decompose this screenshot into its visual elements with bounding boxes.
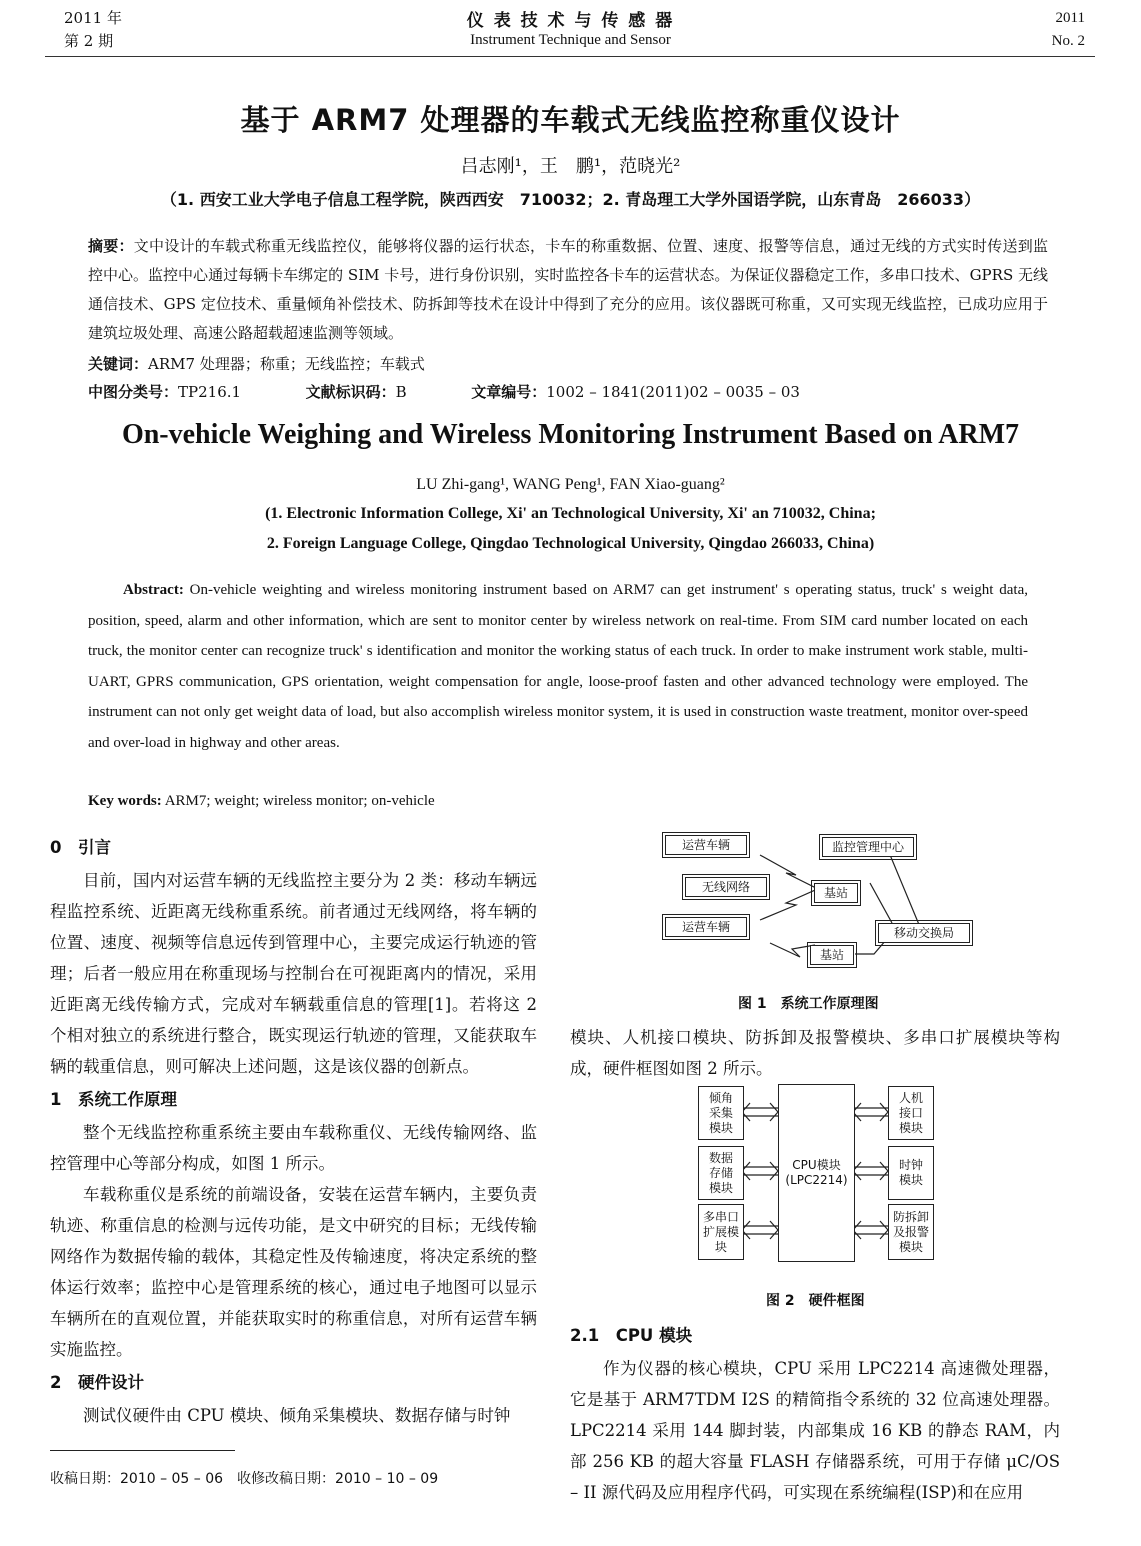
fig1-base-station-2: 基站 bbox=[810, 945, 854, 965]
fig2-cpu-model: (LPC2214) bbox=[785, 1173, 848, 1187]
article-no-label: 文章编号： bbox=[471, 383, 547, 401]
right-column-continuation bbox=[570, 1022, 1060, 1084]
fig1-truck-1: 运营车辆 bbox=[665, 835, 747, 855]
keywords-en-label: Key words: bbox=[88, 793, 162, 809]
title-en: On-vehicle Weighing and Wireless Monitoring Instrument Based on ARM7 bbox=[121, 419, 1020, 450]
section-2-1-paragraph-1: 作为仪器的核心模块，CPU 采用 LPC2214 高速微处理器，它是基于 ARM7TDM I2S 的精简指令系统的 32 位高速处理器。LPC2214 采用 144 脚封装，内部集成 16 KB 的静态 RAM，内部 256 KB 的超大容量 FLASH 存储器系统，可用于存储 μC/OS – II 源代码及应用程序代码，可实现在系统编程(ISP)和在应用 bbox=[570, 1359, 1060, 1502]
fig2-tamper-alarm-module: 防拆卸及报警模块 bbox=[888, 1204, 934, 1260]
fig2-storage-module: 数据存储模块 bbox=[698, 1146, 744, 1200]
fig2-hmi-module: 人机接口模块 bbox=[888, 1086, 934, 1140]
footnote-received-date: 收稿日期：2010 – 05 – 06 收修改稿日期：2010 – 10 – 09 bbox=[50, 1471, 439, 1487]
figure-2 bbox=[698, 1084, 934, 1262]
abstract-cn bbox=[88, 232, 1048, 348]
fig1-wireless-network: 无线网络 bbox=[685, 877, 767, 897]
clc-label: 中图分类号： bbox=[88, 383, 179, 401]
section-2-1 bbox=[570, 1318, 1060, 1508]
authors-cn: 吕志刚¹，王 鹏¹，范晓光² bbox=[460, 156, 681, 177]
keywords-cn-text: ARM7 处理器；称重；无线监控；车载式 bbox=[148, 355, 425, 373]
clc-value: TP216.1 bbox=[178, 383, 242, 401]
section-2-heading: 2 硬件设计 bbox=[50, 1373, 144, 1392]
affiliation-cn: （1. 西安工业大学电子信息工程学院，陕西西安 710032；2. 青岛理工大学外国语学院，山东青岛 266033） bbox=[160, 190, 981, 209]
section-2-1-heading: 2.1 CPU 模块 bbox=[570, 1326, 693, 1345]
fig2-tilt-module: 倾角采集模块 bbox=[698, 1086, 744, 1140]
title-cn: 基于 ARM7 处理器的车载式无线监控称重仪设计 bbox=[240, 103, 901, 137]
abstract-en bbox=[88, 575, 1028, 758]
abstract-cn-text: 文中设计的车载式称重无线监控仪，能够将仪器的运行状态，卡车的称重数据、位置、速度、报警等信息，通过无线的方式实时传送到监控中心。监控中心通过每辆卡车绑定的 SIM 卡号，进行身份识别，实时监控各卡车的运营状态。为保证仪器稳定工作，多串口技术、GPRS 无线通信技术、GPS 定位技术、重量倾角补偿技术、防拆卸等技术在设计中得到了充分的应用。该仪器既可称重，又可实现无线监控，已成功应用于建筑垃圾处理、高速公路超载超速监测等领域。 bbox=[88, 237, 1048, 342]
fig1-mobile-switching-center: 移动交换局 bbox=[878, 923, 970, 943]
doc-code-value: B bbox=[395, 383, 407, 401]
abstract-en-text: On-vehicle weighting and wireless monitoring instrument based on ARM7 can get instrument' s operating status, truck' s weight data, position, speed, alarm and other information, which are sent to monitor center by wireless network on real-time. From SIM card number located on each truck, the monitor center can recognize truck' s identification and monitor the working status of each truck. In order to make instrument work stable, multi-UART, GPRS communication, GPS orientation, weight compensation for angle, loose-proof fasten and other advanced technology were employed. The instrument can not only get weight data of load, but also accomplish wireless monitor system, it is used in construction waste treatment, monitor over-speed and over-load in highway and other areas. bbox=[88, 582, 1029, 751]
header-rule bbox=[45, 56, 1095, 57]
hardware-continuation: 模块、人机接口模块、防拆卸及报警模块、多串口扩展模块等构成，硬件框图如图 2 所示。 bbox=[570, 1028, 1060, 1078]
keywords-cn bbox=[88, 352, 1048, 376]
section-0-paragraph-1: 目前，国内对运营车辆的无线监控主要分为 2 类：移动车辆远程监控系统、近距离无线称重系统。前者通过无线网络，将车辆的位置、速度、视频等信息远传到管理中心，主要完成运行轨迹的管理；后者一般应用在称重现场与控制台在可视距离内的情况，采用近距离无线传输方式，完成对车辆载重信息的管理[1]。若将这 2 个相对独立的系统进行整合，既实现运行轨迹的管理，又能获取车辆的载重信息，则可解决上述问题，这是该仪器的创新点。 bbox=[50, 871, 537, 1076]
figure-1 bbox=[650, 825, 980, 970]
section-1-paragraph-1: 整个无线监控称重系统主要由车载称重仪、无线传输网络、监控管理中心等部分构成，如图 1 所示。 bbox=[50, 1123, 537, 1173]
header-year-cn: 2011 年 bbox=[64, 9, 122, 27]
keywords-en-text: ARM7; weight; wireless monitor; on-vehicle bbox=[164, 793, 435, 809]
keywords-en bbox=[88, 786, 1028, 817]
affiliation-en-2: 2. Foreign Language College, Qingdao Technological University, Qingdao 266033, China) bbox=[266, 535, 875, 552]
left-column bbox=[50, 830, 537, 1431]
section-1-heading: 1 系统工作原理 bbox=[50, 1090, 177, 1109]
fig2-cpu-label: CPU模块 bbox=[792, 1158, 841, 1172]
fig1-base-station-1: 基站 bbox=[814, 883, 858, 903]
doc-code-label: 文献标识码： bbox=[305, 383, 396, 401]
fig2-uart-module: 多串口扩展模块 bbox=[698, 1204, 744, 1260]
abstract-en-label: Abstract: bbox=[123, 582, 184, 598]
journal-title-cn: 仪 表 技 术 与 传 感 器 bbox=[466, 11, 675, 31]
article-no-value: 1002 – 1841(2011)02 – 0035 – 03 bbox=[546, 383, 800, 401]
footnote-rule bbox=[50, 1450, 235, 1451]
fig2-cpu-module bbox=[778, 1084, 855, 1262]
section-1-paragraph-2: 车载称重仪是系统的前端设备，安装在运营车辆内，主要负责轨迹、称重信息的检测与远传功能，是文中研究的目标；无线传输网络作为数据传输的载体，其稳定性及传输速度，将决定系统的整体运行效率；监控中心是管理系统的核心，通过电子地图可以显示车辆所在的直观位置，并能获取实时的称重信息，对所有运营车辆实施监控。 bbox=[50, 1185, 537, 1359]
figure-2-caption: 图 2 硬件框图 bbox=[766, 1293, 865, 1309]
section-0-heading: 0 引言 bbox=[50, 838, 111, 857]
figure-1-caption: 图 1 系统工作原理图 bbox=[738, 996, 879, 1012]
journal-title-en: Instrument Technique and Sensor bbox=[470, 32, 671, 48]
fig2-clock-module: 时钟模块 bbox=[888, 1146, 934, 1200]
affiliation-en-1: (1. Electronic Information College, Xi' an Technological University, Xi' an 710032, China; bbox=[265, 505, 876, 522]
section-2-paragraph-1: 测试仪硬件由 CPU 模块、倾角采集模块、数据存储与时钟 bbox=[83, 1406, 511, 1425]
abstract-cn-label: 摘要： bbox=[88, 237, 134, 255]
keywords-cn-label: 关键词： bbox=[88, 355, 149, 373]
fig1-truck-2: 运营车辆 bbox=[665, 917, 747, 937]
classification-row bbox=[88, 380, 1048, 404]
header-issue-cn: 第 2 期 bbox=[64, 32, 114, 50]
authors-en: LU Zhi-gang¹, WANG Peng¹, FAN Xiao-guang² bbox=[416, 476, 725, 493]
fig1-monitor-center: 监控管理中心 bbox=[822, 837, 914, 857]
header-issue-en: No. 2 bbox=[1051, 33, 1085, 49]
header-year-en: 2011 bbox=[1055, 10, 1085, 26]
